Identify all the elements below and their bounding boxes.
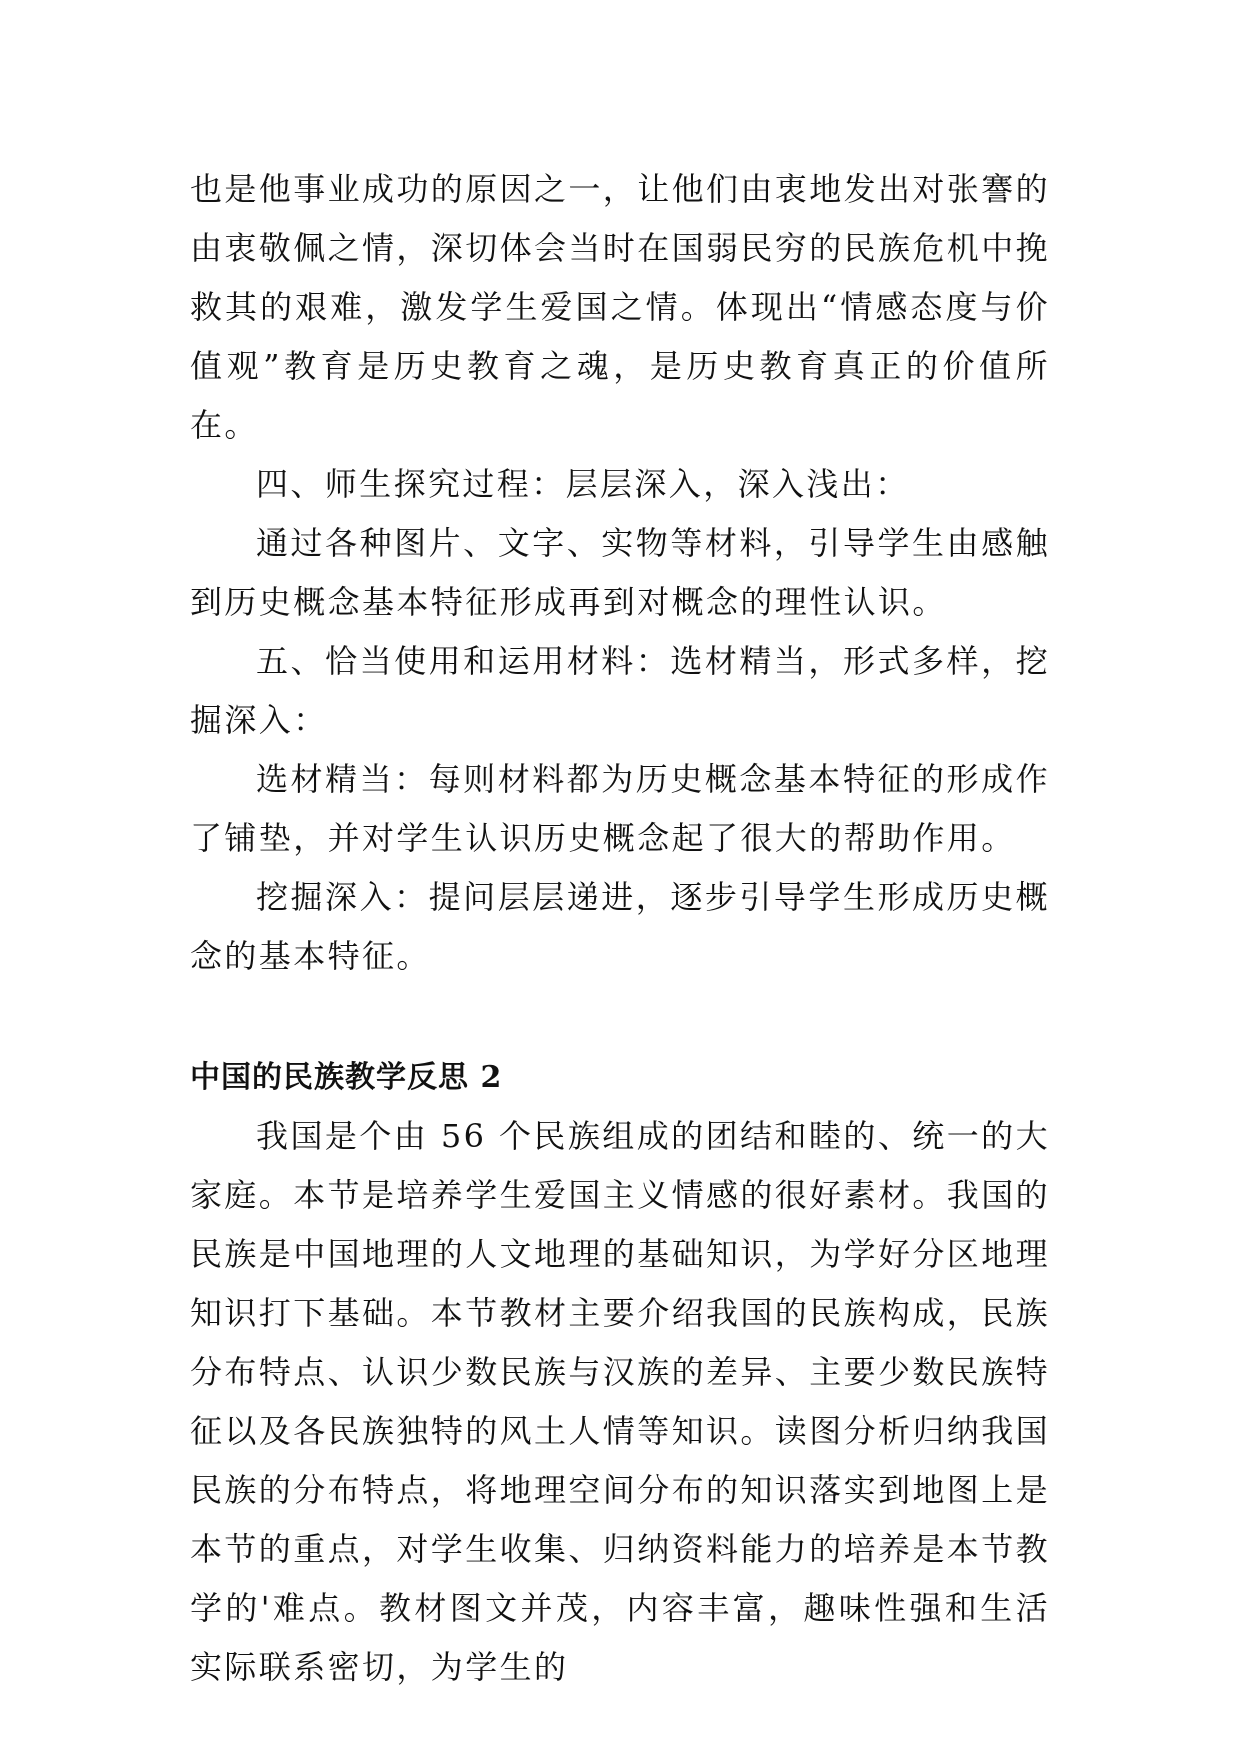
paragraph-section-two-intro: 我国是个由 56 个民族组成的团结和睦的、统一的大家庭。本节是培养学生爱国主义情感的很好素材。我国的民族是中国地理的人文地理的基础知识，为学好分区地理知识打下基础。本节教材主要介绍我国的民族构成，民族分布特点、认识少数民族与汉族的差异、主要少数民族特征以及各民族独特的风土人情等知识。读图分析归纳我国民族的分布特点，将地理空间分布的知识落实到地图上是本节的重点，对学生收集、归纳资料能力的培养是本节教学的'难点。教材图文并茂，内容丰富，趣味性强和生活实际联系密切，为学生的 — [190, 1117, 1051, 1686]
paragraph-heading-four: 四、师生探究过程：层层深入，深入浅出： — [256, 465, 910, 503]
paragraph-continuation: 也是他事业成功的原因之一，让他们由衷地发出对张謇的由衷敬佩之情，深切体会当时在国弱民穷的民族危机中挽救其的艰难，激发学生爱国之情。体现出“情感态度与价值观”教育是历史教育之魂，是历史教育真正的价值所在。 — [190, 170, 1051, 444]
paragraph-materials-guidance: 通过各种图片、文字、实物等材料，引导学生由感触到历史概念基本特征形成再到对概念的理性认识。 — [190, 524, 1050, 621]
paragraph-material-selection: 选材精当：每则材料都为历史概念基本特征的形成作了铺垫，并对学生认识历史概念起了很大的帮助作用。 — [190, 760, 1050, 857]
document-body — [190, 160, 1050, 1697]
paragraph-deep-exploration: 挖掘深入：提问层层递进，逐步引导学生形成历史概念的基本特征。 — [190, 878, 1050, 975]
paragraph-heading-five: 五、恰当使用和运用材料：选材精当，形式多样，挖掘深入： — [190, 642, 1050, 739]
section-title: 中国的民族教学反思 2 — [190, 1060, 503, 1095]
